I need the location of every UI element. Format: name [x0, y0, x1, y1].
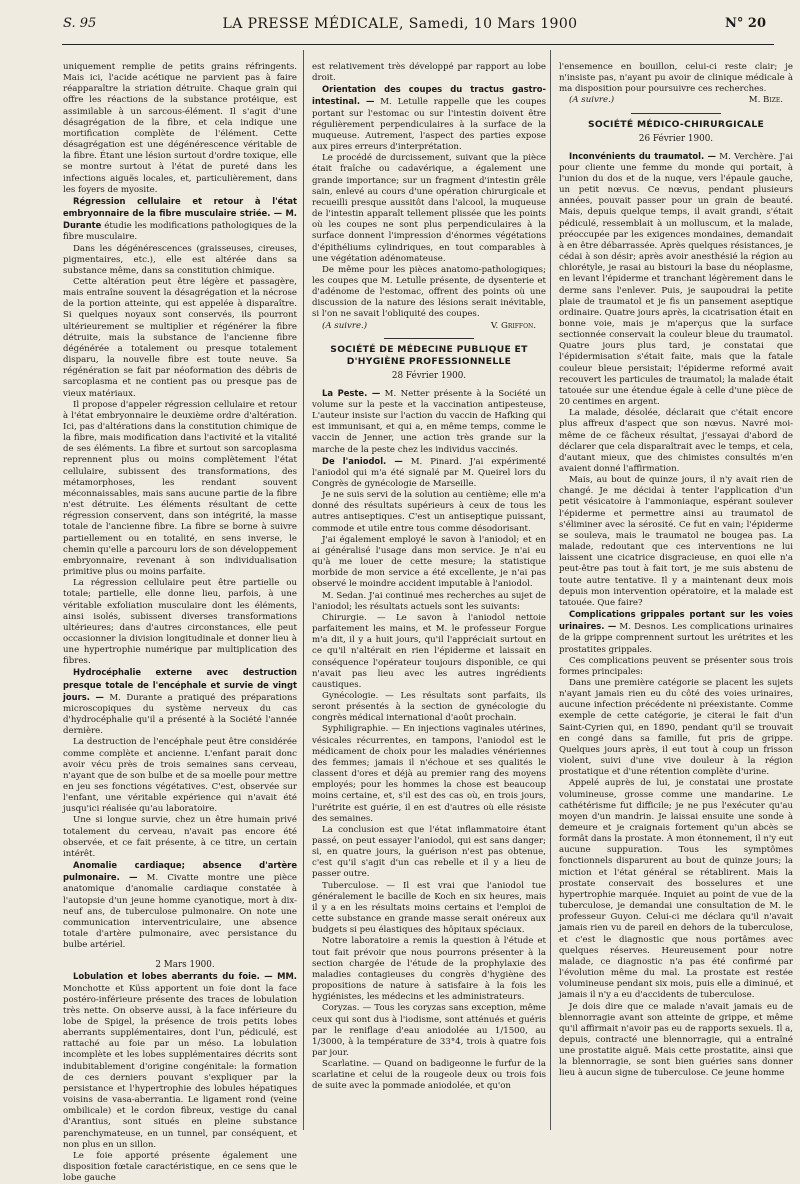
paragraph: l'ensemence en bouillon, celui-ci reste clair; je n'insiste pas, n'ayant pu avoir de clinique médicale à ma disposition pour poursuivre ces recherches.	[559, 62, 793, 95]
paragraph: Notre laboratoire a remis la question à l'étude et tout fait prévoir que nous pourrons présenter à la section chargée de l'étude de la prophylaxie des maladies contagieuses du congrès d'hygiène des propositions de nature à satisfaire à la fois les hygiénistes, les médecins et les administrateurs.	[312, 936, 546, 1003]
article-text: M. Desnos. Les complications urinaires de la grippe comprennent surtout les urétrites et les prostatites grippales.	[559, 622, 794, 655]
paragraph: Mais, au bout de quinze jours, il n'y avait rien de changé. Je me décidai à tenter l'application d'un petit vésicatoire à l'ammoniaque, espérant soulever l'épiderme et permettre ainsi au traumatol de s'éliminer avec la sérosité. Ce fut en vain; l'épiderme se souleva, mais le traumatol ne bougea pas. La malade, redoutant que ces interventions ne lui laissent une cicatrice disgracieuse, en quoi elle n'a peut-être pas tout à fait tort, je me suis abstenu de toute autre tentative. Il y a maintenant deux mois depuis mon intervention opératoire, et la malade est tatouée. Que faire?	[559, 475, 793, 608]
article-text: M. Durante a pratiqué des préparations microscopiques du système nerveux du cas d'hydrocéphalie qu'il a présenté à la Société l'année dernière.	[63, 692, 297, 737]
paragraph: Une si longue survie, chez un être humain privé totalement du cerveau, n'avait pas encore été observée, et ce fait présente, à ce titre, un certain intérêt.	[63, 815, 297, 859]
paragraph: De même pour les pièces anatomo-pathologiques; les coupes que M. Letulle présente, de dysenterie et d'adénome de l'estomac, offrent des points où une discussion de la nature des lésions serait inévitable, si l'on ne savait l'obliquité des coupes.	[312, 264, 546, 320]
paragraph: Dans une première catégorie se placent les sujets n'ayant jamais rien eu du côté des voies urinaires, aucune infection précédente ni préexistante. Comme exemple de cette catégorie, je citerai le fait d'un Saint-Cyrien qui, en 1890, pendant qu'il se trouvait en congé dans sa famille, fut pris de grippe. Quelques jours après, il eut tout à coup un frisson violent, suivi d'une vive douleur à la région prostatique et d'une rétention complète d'urine.	[559, 677, 793, 778]
paragraph: Tuberculose. — Il est vrai que l'aniodol tue généralement le bacille de Koch en six heures, mais il y a en les résultats moins certains et l'emploi de cette substance en grande masse serait onéreux aux budgets si peu élastiques des hôpitaux spéciaux.	[312, 880, 546, 936]
to-be-continued: (A suivre.)	[569, 95, 615, 106]
paragraph: uniquement remplie de petits grains réfringents. Mais ici, l'acide acétique ne parvient pas à faire réapparaître la striation détruite. Chaque grain qui offre les réactions de la substance protéique, est assimilable à un sarcous-élément. Il s'agit d'une désagrégation de la fibre, et cela indique une mortification complète de l'élément. Cette désagrégation est une dégénérescence véritable de la fibre. Étant une lésion surtout d'ordre toxique, elle se montre surtout à l'état de pureté dans les infections aiguës locales, et, particulièrement, dans les foyers de myosite.	[63, 62, 297, 195]
society-title: SOCIÉTÉ MÉDICO-CHIRURGICALE	[587, 118, 765, 130]
article-text: M. Civatte montre une pièce anatomique d'anomalie cardiaque constatée à l'autopsie d'un jeune homme cyanotique, mort à dix-neuf ans, de tuberculose pulmonaire. On note une communication interventriculaire, une absence totale d'artère pulmonaire, avec persistance du bulbe artériel.	[63, 873, 297, 951]
article-heading	[312, 388, 546, 456]
article-title: Hydrocéphalie externe avec destruction presque totale de l'encéphale et survie de vingt jours. —	[63, 667, 297, 702]
paragraph: Coryzas. — Tous les coryzas sans exception, même ceux qui sont dus à l'iodisme, sont atténués et guéris par le reniflage d'eau aniodolée au 1/1500, au 1/3000, à la température de 33°4, trois à quatre fois par jour.	[312, 1003, 546, 1058]
page-marker: S. 95	[63, 16, 97, 31]
article-heading	[559, 151, 793, 409]
article-text: M. Netter présente à la Société un volume sur la peste et la vaccination antipesteuse, L'auteur insiste sur l'action du vaccin de Hafking qui est immunisant, et qui a, en même temps, comme le vaccin de Jenner, une action très grande sur la marche de la peste chez les individus vaccinés.	[312, 388, 546, 455]
article-heading	[63, 667, 297, 737]
paragraph: Chirurgie. — Le savon à l'aniodol nettoie parfaitement les mains, et M. le professeur Forgue m'a dit, il y a huit jours, qu'il l'appréciait surtout en ce qu'il n'altérait en rien l'épiderme et laissait en conséquence l'opérateur toujours disponible, ce qui n'avait pas lieu avec les autres ingrédients caustiques.	[312, 612, 546, 690]
paragraph: est relativement très développé par rapport au lobe droit.	[312, 62, 546, 84]
section-divider	[384, 338, 474, 339]
signature-line	[312, 321, 546, 332]
article-text: M. Letulle rappelle que les coupes portant sur l'estomac ou sur l'intestin doivent être régulièrement perpendiculaires à la surface de la muqueuse. Autrement, l'aspect des parties expose aux pires erreurs d'interprétation.	[312, 97, 547, 153]
article-title: Inconvénients du traumatol. —	[569, 150, 716, 161]
paragraph: J'ai également employé le savon à l'aniodol; et en ai généralisé l'usage dans mon service. Je n'ai eu qu'à me louer de cette mesure; la statistique morbide de mon service a été excellente, je n'ai pas observé le moindre accident imputable à l'aniodol.	[312, 534, 546, 590]
article-heading	[63, 196, 297, 244]
session-date: 26 Février 1900.	[638, 133, 714, 144]
society-title: SOCIÉTÉ DE MÉDECINE PUBLIQUE ET D'HYGIÈNE PROFESSIONNELLE	[330, 343, 528, 367]
paragraph: Dans les dégénérescences (graisseuses, cireuses, pigmentaires, etc.), elle est altérée dans sa substance même, dans sa constitution chimique.	[63, 243, 297, 276]
article-title: Anomalie cardiaque; absence d'artère pulmonaire. —	[63, 860, 297, 883]
article-heading	[63, 971, 297, 1151]
article-title: Régression cellulaire et retour à l'état embryonnaire de la fibre musculaire striée. — M. Durante	[63, 195, 297, 231]
paragraph: La conclusion est que l'état inflammatoire étant passé, on peut essayer l'aniodol, qui est sans danger; si, en quatre jours, la guérison n'est pas obtenue, c'est qu'il s'agit d'un cas rebelle et il y a lieu de passer outre.	[312, 824, 546, 880]
article-heading	[559, 609, 793, 656]
article-heading	[63, 860, 297, 951]
paragraph: Je dois dire que ce malade n'avait jamais eu de blennorragie avant son atteinte de grippe, et même qu'il affirmait n'avoir pas eu de rapports sexuels. Il a, depuis, contracté une blennorragie, qui a entraîné une prostatite aiguë. Mais cette prostatite, ainsi que la blennorragie, se sont bien guéries sans donner lieu à aucun signe de tuberculose. Ce jeune homme	[559, 1001, 793, 1079]
paragraph: Scarlatine. — Quand on badigeonne le furfur de la scarlatine et celui de la rougeole deux ou trois fois de suite avec la pommade aniodolée, et qu'on	[312, 1059, 546, 1092]
paragraph: Ces complications peuvent se présenter sous trois formes principales:	[559, 655, 793, 677]
column-1	[63, 62, 298, 1184]
article-title: Lobulation et lobes aberrants du foie. — MM.	[73, 971, 297, 982]
session-date: 2 Mars 1900.	[155, 960, 215, 971]
session-date: 28 Février 1900.	[391, 370, 467, 381]
paragraph: Il propose d'appeler régression cellulaire et retour à l'état embryonnaire le deuxième ordre d'altération. Ici, pas d'altérations dans la constitution chimique de la fibre, mais modification dans l'activité et la vitalité de ses éléments. La fibre et surtout son sarcoplasma reprennent plus ou moins complètement l'état cellulaire, subissent des transformations, des métamorphoses, les rendant souvent méconnaissables, mais sans aucune partie de la fibre n'est détruite. Les éléments résultant de cette régression conservent, dans son intégrité, la masse totale de l'ancienne fibre. La fibre se borne à suivre partiellement ou en totalité, en sens inverse, le chemin qu'elle a parcouru lors de son développement embryonnaire, revenant à son individualisation primitive plus ou moins parfaite.	[63, 399, 297, 578]
author-signature: M. Bize.	[748, 95, 783, 106]
column-3	[559, 62, 793, 1137]
article-text: Monchotte et Küss apportent un foie dont la face postéro-inférieure présente des traces de lobulation très nette. On observe aussi, à la face inférieure du lobe de Spigel, la présence de trois petits lobes aberrants supplémentaires, dont l'un, pédiculé, est rattaché au foie par un méso. La lobulation incomplète et les lobes supplémentaires décrits sont indubitablement d'origine congénitale: la formation de ces derniers pouvant s'expliquer par la persistance et l'hypertrophie des lobules hépatiques voisins de vasa-aberrantia. Le ligament rond (veine ombilicale) et le cordon fibreux, vestige du canal d'Arantius, sont situés en pleine substance parenchymateuse, en un tunnel, par conséquent, et non plus en un sillon.	[63, 983, 297, 1150]
column-rule-1	[303, 50, 304, 1130]
column-rule-2	[550, 50, 551, 1130]
column-2	[312, 62, 546, 1137]
paragraph: Gynécologie. — Les résultats sont parfaits, ils seront présentés à la section de gynécologie du congrès médical international d'août prochain.	[312, 690, 546, 724]
paragraph: Cette altération peut être légère et passagère, mais entraîne souvent la désagrégation et la nécrose de la portion atteinte, qui est appelée à disparaître. Si quelques noyaux sont conservés, ils pourront ultérieurement se multiplier et régénérer la fibre détruite, mais la substance de l'ancienne fibre dégénérée a totalement ou presque totalement disparu, la nouvelle fibre est toute neuve. Sa régénération se fait par néoformation des débris de sarcoplasma et ne contient pas ou presque pas de vieux matériaux.	[63, 276, 297, 399]
article-title: De l'aniodol. —	[322, 455, 403, 466]
paragraph: Le foie apporté présente également une disposition fœtale caractéristique, en ce sens que le lobe gauche	[63, 1150, 297, 1184]
article-title: Orientation des coupes du tractus gastro-intestinal. —	[312, 84, 546, 107]
journal-title: LA PRESSE MÉDICALE, Samedi, 10 Mars 1900	[222, 16, 578, 32]
paragraph: La malade, désolée, déclarait que c'était encore plus affreux d'aspect que son nœvus. Navré moi-même de ce fâcheux résultat, j'essayai d'abord de déclarer que cela disparaîtrait avec le temps, et cela, d'autant mieux, que des chimistes consultés m'en avaient donné l'affirmation.	[559, 408, 793, 474]
paragraph: M. Sedan. J'ai continué mes recherches au sujet de l'aniodol; les résultats actuels sont les suivants:	[312, 590, 546, 612]
signature-line	[559, 95, 793, 106]
page-header	[0, 0, 800, 44]
issue-number: N° 20	[725, 16, 766, 31]
article-text: M. Verchère. J'ai pour cliente une femme du monde qui portait, à l'union du dos et de la nuque, vers l'épaule gauche, un petit nœvus. Ce nœvus, pendant plusieurs années, pouvait passer pour un grain de beauté. Mais, depuis quelque temps, il avait grandi, s'était pédiculé, ressemblait à un molluscum, et la malade, préoccupée par les exigences mondaines, demandait à en être débarrassée. Après quelques résistances, je cédai à son désir; après avoir anesthésié la région au chlorétyle, je rasai au bistouri la base du néoplasme, en levant l'épiderme et tranchant légèrement dans le derme sans l'enlever. Puis, je saupoudrai la petite plaie de traumatol et je fis un pansement aseptique ordinaire. Quatre jours après, la cicatrisation était en bonne voie, mais je m'aperçus que la surface sectionnée conservait la couleur bleue du traumatol. Quatre jours plus tard, je constatai que l'épidermisation s'était faite, mais que la fatale couleur bleue persistait; l'épiderme reformé avait recouvert les particules de traumatol; la malade était tatouée sur une étendue égale à celle d'une pièce de 20 centimes en argent.	[559, 151, 793, 408]
article-text: étudie les modifications pathologiques de la fibre musculaire.	[63, 221, 298, 243]
paragraph: Je ne suis servi de la solution au centième; elle m'a donné des résultats supérieurs à ceux de tous les autres antiseptiques. C'est un antiseptique puissant, commode et utile entre tous comme désodorisant.	[312, 490, 546, 534]
to-be-continued: (A suivre.)	[322, 320, 368, 331]
paragraph: La régression cellulaire peut être partielle ou totale; partielle, elle donne lieu, parfois, à une véritable exfoliation musculaire dont les éléments, ainsi isolés, subissent diverses transformations ultérieures; dans d'autres circonstances, elle peut occasionner la division longitudinale et donner lieu à une hypertrophie numérique par multiplication des fibres.	[63, 578, 297, 667]
header-rule	[62, 44, 774, 45]
author-signature: V. Griffon.	[490, 320, 536, 331]
article-text: M. Pinard. J'ai expérimenté l'aniodol qui m'a été signalé par M. Queirel lors du Congrès de gynécologie de Marseille.	[312, 456, 547, 489]
section-divider	[631, 113, 721, 114]
article-heading	[312, 84, 546, 153]
article-title: La Peste. —	[322, 387, 381, 398]
paragraph: La destruction de l'encéphale peut être considérée comme complète et ancienne. L'enfant parait donc avoir vécu près de trois semaines sans cerveau, n'ayant que de son bulbe et de sa moelle pour mettre en jeu ses fonctions végétatives. C'est, observée sur l'enfant, une véritable expérience qui n'avait été jusqu'ici réalisée qu'au laboratoire.	[63, 737, 297, 815]
article-title: Complications grippales portant sur les voies urinaires. —	[559, 609, 793, 632]
paragraph: Appelé auprès de lui, je constatai une prostate volumineuse, grosse comme une mandarine. Le cathétérisme fut difficile; je ne pus l'exécuter qu'au moyen d'un mandrin. Je laissai ensuite une sonde à demeure et je craignais fortement qu'un abcès se formât dans la prostate. À mon étonnement, il n'y eut aucune suppuration. Tous les symptômes fonctionnels disparurent au bout de quinze jours; la miction et l'état général se rétablirent. Mais la prostate conservait des bosselures et une hypertrophie marquée. Inquiet au point de vue de la tuberculose, je demandai une consultation de M. le professeur Guyon. Celui-ci me déclara qu'il n'avait jamais rien vu de pareil en dehors de la tuberculose, et c'est le diagnostic que nous portâmes avec quelques réserves. Heureusement pour notre malade, ce diagnostic n'a pas été confirmé par l'évolution même du mal. La prostate est restée volumineuse pendant six mois, puis elle a diminué, et jamais il n'y a eu d'accidents de tuberculose.	[559, 778, 793, 1001]
article-heading	[312, 456, 546, 490]
paragraph: Syphiligraphie. — En injections vaginales utérines, vésicales récurrentes, en tampons, l'aniodol est le médicament de choix pour les maladies vénériennes des femmes; jamais il n'échoue et ses qualités le classent d'ores et déjà au premier rang des moyens employés; pour les hommes la chose est beaucoup moins certaine, et, s'il est des cas où, en trois jours, l'urétrite est guérie, il en est d'autres où elle résiste des semaines.	[312, 724, 546, 824]
paragraph: Le procédé de durcissement, suivant que la pièce était fraîche ou cadavérique, a également une grande importance; sur un fragment d'intestin grêle sain, enlevé au cours d'une opération chirurgicale et recueilli presque aussitôt dans l'alcool, la muqueuse de l'intestin apparaît tellement plissée que les points où les coupes ne sont plus perpendiculaires à la surface donnent l'impression d'énormes végétations d'épithéliums cylindriques, en tout comparables à une végétation adénomateuse.	[312, 153, 546, 264]
